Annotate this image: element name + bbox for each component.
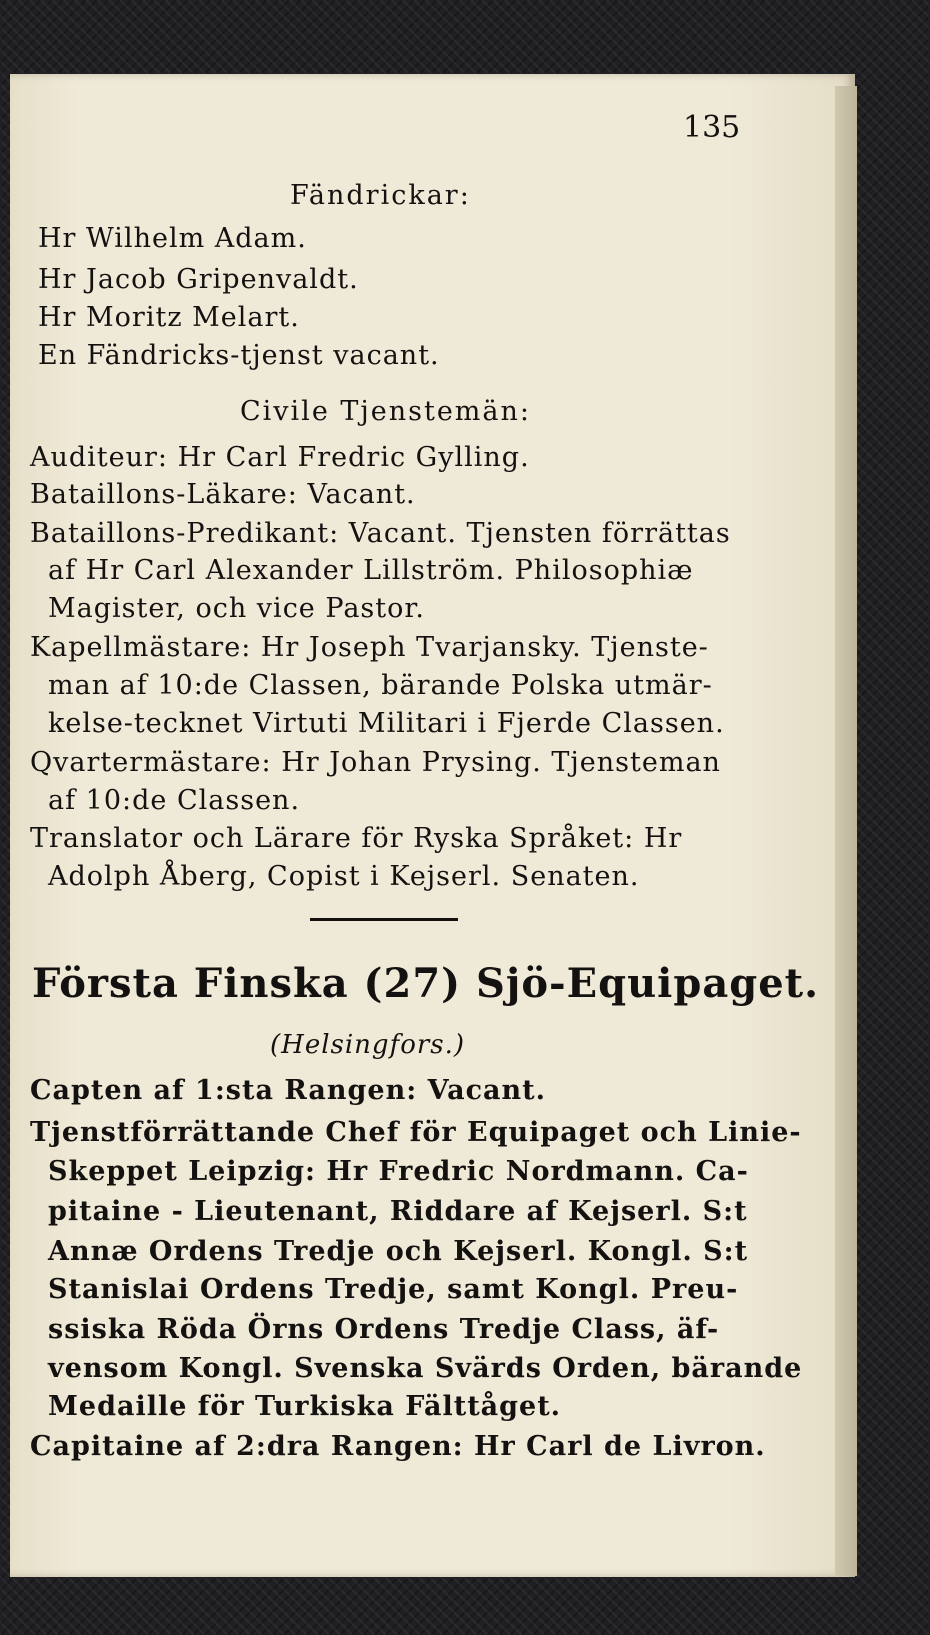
- fandrickar-line: Hr Moritz Melart.: [38, 302, 300, 333]
- equipage-line: Stanislai Ordens Tredje, samt Kongl. Preu-: [48, 1274, 739, 1305]
- civile-line: Adolph Åberg, Copist i Kejserl. Senaten.: [48, 861, 640, 892]
- civile-line: Translator och Lärare för Ryska Språket: Hr: [30, 823, 683, 854]
- civile-line: Magister, och vice Pastor.: [48, 593, 425, 624]
- civile-line: Auditeur: Hr Carl Fredric Gylling.: [30, 442, 530, 473]
- fandrickar-line: Hr Jacob Gripenvaldt.: [38, 264, 359, 295]
- fandrickar-line: Hr Wilhelm Adam.: [38, 223, 307, 254]
- equipage-line: Annæ Ordens Tredje och Kejserl. Kongl. S:t: [48, 1236, 749, 1267]
- civile-line: Kapellmästare: Hr Joseph Tvarjansky. Tjenste-: [30, 632, 709, 663]
- civile-line: Bataillons-Predikant: Vacant. Tjensten förrättas: [30, 518, 731, 549]
- fandrickar-line: En Fändricks-tjenst vacant.: [38, 340, 440, 371]
- section-title: Första Finska (27) Sjö-Equipaget.: [32, 960, 820, 1007]
- page-number: 135: [683, 110, 741, 145]
- civile-line: af Hr Carl Alexander Lillström. Philosophiæ: [48, 555, 694, 586]
- equipage-line: pitaine - Lieutenant, Riddare af Kejserl. S:t: [48, 1196, 748, 1227]
- equipage-line: Medaille för Turkiska Fälttåget.: [48, 1391, 562, 1422]
- civile-line: Qvartermästare: Hr Johan Prysing. Tjensteman: [30, 747, 721, 778]
- equipage-line: Skeppet Leipzig: Hr Fredric Nordmann. Ca-: [48, 1156, 749, 1187]
- section-divider: [310, 918, 458, 921]
- civile-line: kelse-tecknet Virtuti Militari i Fjerde Classen.: [48, 708, 725, 739]
- page-edge: [835, 86, 857, 1576]
- equipage-line: vensom Kongl. Svenska Svärds Orden, bärande: [48, 1353, 803, 1384]
- fandrickar-heading: Fändrickar:: [290, 180, 471, 211]
- civile-heading: Civile Tjenstemän:: [240, 396, 531, 427]
- civile-line: Bataillons-Läkare: Vacant.: [30, 479, 416, 510]
- civile-line: af 10:de Classen.: [48, 785, 301, 816]
- civile-line: man af 10:de Classen, bärande Polska utmär-: [48, 670, 713, 701]
- section-subtitle: (Helsingfors.): [270, 1030, 466, 1060]
- equipage-line: Capten af 1:sta Rangen: Vacant.: [30, 1075, 547, 1106]
- equipage-line: Capitaine af 2:dra Rangen: Hr Carl de Livron.: [30, 1431, 766, 1462]
- equipage-line: ssiska Röda Örns Ordens Tredje Class, äf-: [48, 1314, 720, 1345]
- equipage-line: Tjenstförrättande Chef för Equipaget och Linie-: [30, 1117, 802, 1148]
